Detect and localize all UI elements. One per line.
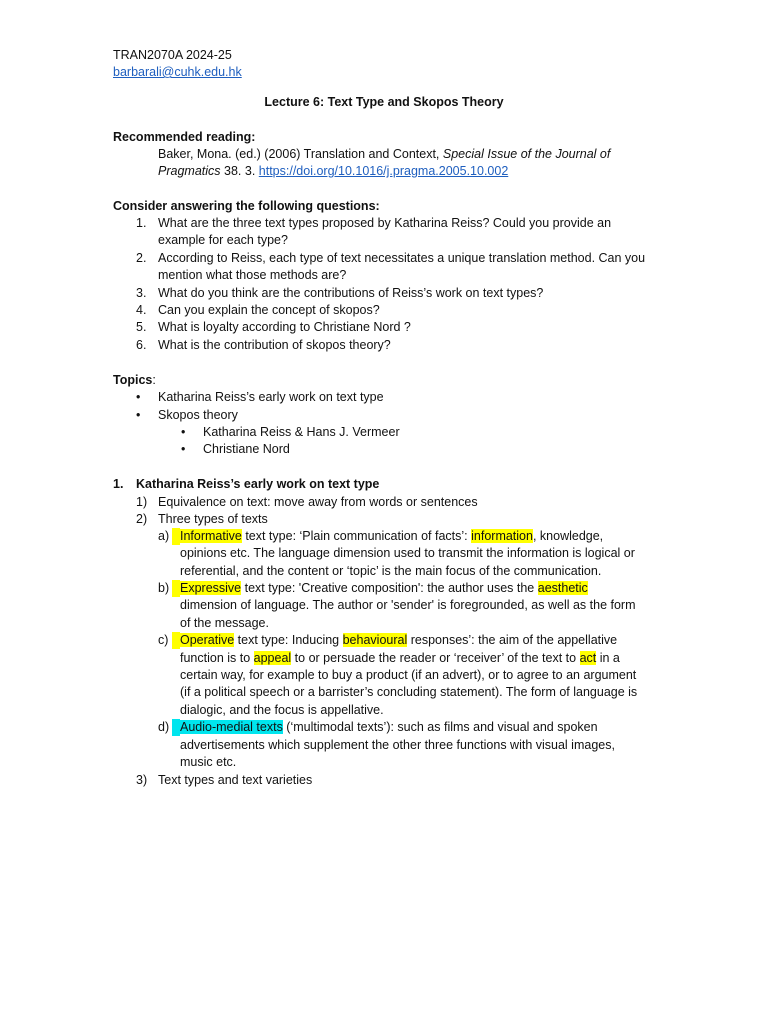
section-heading: Katharina Reiss’s early work on text type xyxy=(136,477,380,491)
course-code: TRAN2070A 2024-25 xyxy=(113,48,232,62)
sublist-label: c) xyxy=(158,633,169,647)
question-text: According to Reiss, each type of text necessitates a unique translation method. Can you xyxy=(158,251,646,265)
questions-heading: Consider answering the following questions: xyxy=(113,199,380,213)
question-text: Can you explain the concept of skopos? xyxy=(158,303,380,317)
informative-line1: Informative text type: ‘Plain communication of facts’: information, knowledge, xyxy=(180,529,604,543)
sublist-label: d) xyxy=(158,720,170,734)
expressive-line3: of the message. xyxy=(180,616,269,630)
highlight-term: behavioural xyxy=(342,633,408,647)
reading-citation-line2: Pragmatics 38. 3. https://doi.org/10.1016/j.pragma.2005.10.002 xyxy=(158,164,509,178)
bullet-icon: • xyxy=(136,390,141,404)
question-text: What is the contribution of skopos theory? xyxy=(158,338,391,352)
question-text: What do you think are the contributions of Reiss’s work on text types? xyxy=(158,286,544,300)
question-text: example for each type? xyxy=(158,233,288,247)
highlight-lead xyxy=(172,580,180,597)
highlight-lead xyxy=(172,528,180,545)
reading-heading: Recommended reading: xyxy=(113,130,256,144)
question-number: 3. xyxy=(136,286,147,300)
question-number: 2. xyxy=(136,251,147,265)
bullet-icon: • xyxy=(181,442,186,456)
list-number: 2) xyxy=(136,512,148,526)
audiomedial-line1: Audio-medial texts (‘multimodal texts’): such as films and visual and spoken xyxy=(180,720,598,734)
informative-line3: referential, and the content or ‘topic’ is the main focus of the communication. xyxy=(180,564,602,578)
highlight-term: act xyxy=(579,651,597,665)
list-item: Equivalence on text: move away from words or sentences xyxy=(158,495,478,509)
highlight-term: appeal xyxy=(253,651,292,665)
topic-item: Katharina Reiss’s early work on text type xyxy=(158,390,384,404)
question-text: mention what those methods are? xyxy=(158,268,347,282)
bullet-icon: • xyxy=(181,425,186,439)
operative-line4: (if a political speech or a barrister’s concluding statement). The form of language is xyxy=(180,685,638,699)
topic-item: Skopos theory xyxy=(158,408,238,422)
question-number: 1. xyxy=(136,216,147,230)
bullet-icon: • xyxy=(136,408,141,422)
highlight-term: information xyxy=(471,529,533,543)
question-number: 6. xyxy=(136,338,147,352)
sublist-label: a) xyxy=(158,529,170,543)
topic-subitem: Katharina Reiss & Hans J. Vermeer xyxy=(203,425,400,439)
expressive-line1: Expressive text type: 'Creative composition': the author uses the aesthetic xyxy=(180,581,588,595)
operative-line5: dialogic, and the focus is appellative. xyxy=(180,703,384,717)
audiomedial-line3: music etc. xyxy=(180,755,237,769)
informative-line2: opinions etc. The language dimension used to transmit the information is logical or xyxy=(180,546,635,560)
audiomedial-line2: advertisements which supplement the other three functions with visual images, xyxy=(180,738,615,752)
question-text: What is loyalty according to Christiane Nord ? xyxy=(158,320,411,334)
list-item: Three types of texts xyxy=(158,512,268,526)
section-number: 1. xyxy=(113,477,124,491)
question-number: 4. xyxy=(136,303,147,317)
operative-line2: function is to appeal to or persuade the reader or ‘receiver’ of the text to act in a xyxy=(180,651,620,665)
topics-heading: Topics: xyxy=(113,373,156,387)
list-number: 1) xyxy=(136,495,148,509)
highlight-lead xyxy=(172,719,180,736)
expressive-line2: dimension of language. The author or 'sender' is foregrounded, as well as the form xyxy=(180,598,636,612)
doi-link[interactable]: https://doi.org/10.1016/j.pragma.2005.10.002 xyxy=(258,164,509,178)
list-item: Text types and text varieties xyxy=(158,773,313,787)
highlight-term: Expressive xyxy=(180,581,242,595)
topic-subitem: Christiane Nord xyxy=(203,442,290,456)
highlight-term: Operative xyxy=(180,633,235,647)
question-text: What are the three text types proposed by Katharina Reiss? Could you provide an xyxy=(158,216,612,230)
email-link[interactable]: barbarali@cuhk.edu.hk xyxy=(113,65,242,79)
sublist-label: b) xyxy=(158,581,170,595)
highlight-lead xyxy=(172,632,180,649)
operative-line1: Operative text type: Inducing behavioural responses’: the aim of the appellative xyxy=(180,633,618,647)
highlight-term: Audio-medial texts xyxy=(180,720,283,734)
highlight-term: aesthetic xyxy=(537,581,588,595)
lecture-title: Lecture 6: Text Type and Skopos Theory xyxy=(264,95,504,109)
operative-line3: certain way, for example to buy a product (if an advert), or to agree to an argument xyxy=(180,668,637,682)
reading-citation-line1: Baker, Mona. (ed.) (2006) Translation and Context, Special Issue of the Journal of xyxy=(158,147,611,161)
list-number: 3) xyxy=(136,773,148,787)
question-number: 5. xyxy=(136,320,147,334)
highlight-term: Informative xyxy=(180,529,242,543)
